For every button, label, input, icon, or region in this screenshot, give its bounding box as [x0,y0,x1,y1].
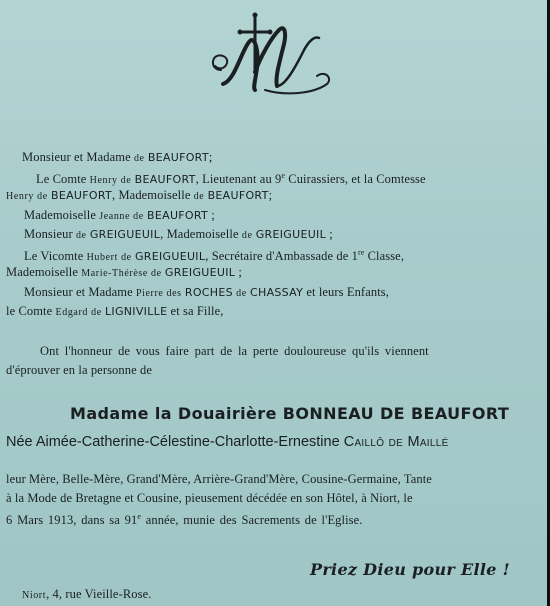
superscript: re [357,248,365,257]
text: ; [208,150,213,164]
particle: de [241,230,253,241]
particle: Marie-Thérèse de [81,268,162,279]
family-line-2 [36,169,426,188]
surname: GREIGUEUIL [255,228,327,241]
surname: BEAUFORT [147,209,209,222]
family-line-6 [24,246,404,265]
particle: de [75,230,87,241]
text: 6 Mars 1913, dans sa 91 [6,513,138,528]
text: et leurs Enfants, [303,285,389,299]
surname: BEAUFORT [50,189,112,202]
text: Le Comte [36,172,90,187]
maiden-name-line [6,434,449,450]
family-line-9 [6,304,223,320]
address-line [22,587,151,603]
relation-line-2: à la Mode de Bretagne et Cousine, pieusement décédée en son Hôtel, à Niort, le [6,491,413,505]
text: , Mademoiselle [160,227,242,241]
surname: ROCHES [184,286,233,299]
surname: BEAUFORT [207,189,269,202]
surname: GREIGUEUIL [134,250,206,264]
text: Mademoiselle [6,265,82,279]
city: Niort [22,590,47,601]
text: année, munie des Sacrements de l'Eglise. [140,513,363,528]
particle: Hubert de [86,252,132,264]
text: ; [208,208,215,222]
particle: Jeanne de [99,211,144,222]
family-line-1 [22,150,212,166]
announcement-line-2: d'éprouver en la personne de [6,363,152,377]
surname: LIGNIVILLE [104,305,168,318]
surname: CHASSAY [250,286,304,299]
text: Monsieur et Madame [24,285,136,299]
street: , 4, rue Vieille-Rose. [46,587,152,601]
surname: BEAUFORT [147,151,209,164]
relation-line-1: leur Mère, Belle-Mère, Grand'Mère, Arrière-Grand'Mère, Cousine-Germaine, Tante [6,472,432,486]
text: le Comte [6,304,56,318]
particle: de [236,288,247,299]
particle: de [133,153,145,164]
deceased-name: Madame la Douairière BONNEAU DE BEAUFORT [70,404,510,423]
cross-monogram-icon [205,12,335,102]
text: Le Vicomte [24,249,87,264]
text: , Secrétaire d'Ambassade de 1 [205,249,358,264]
family-line-5 [24,227,333,243]
text: Monsieur et Madame [22,150,134,164]
text: Cuirassiers, et la Comtesse [285,172,426,187]
particle: Henry de [89,175,132,187]
particle: Edgard de [55,307,102,318]
relation-line-3 [6,510,363,527]
text: Née Aimée-Catherine-Célestine-Charlotte-Ernestine [6,434,344,450]
text: Monsieur [24,227,76,241]
surname: GREIGUEUIL [164,266,236,279]
text: Mademoiselle [24,208,100,222]
text: et sa Fille, [167,304,224,318]
family-line-7 [6,265,242,281]
particle: Pierre des [135,288,182,299]
family-line-4 [24,208,215,224]
family-line-3 [6,188,272,204]
particle: de [193,191,205,202]
text: Classe, [364,249,405,264]
text: ; [268,188,273,202]
announcement-line-1: Ont l'honneur de vous faire part de la perte douloureuse qu'ils viennent [40,344,429,358]
text: , Mademoiselle [112,188,194,202]
prayer-line: Priez Dieu pour Elle ! [310,560,510,579]
text: , Lieutenant au 9 [195,172,282,187]
superscript: e [137,512,141,521]
superscript: e [281,171,286,180]
text: ; [326,227,333,241]
family-line-8 [24,285,389,301]
text: ; [235,265,243,279]
particle: Henry de [6,191,48,202]
surname: BEAUFORT [134,173,196,187]
surname: GREIGUEUIL [89,228,161,241]
maiden-surname: Caillô de Maillé [343,434,449,450]
